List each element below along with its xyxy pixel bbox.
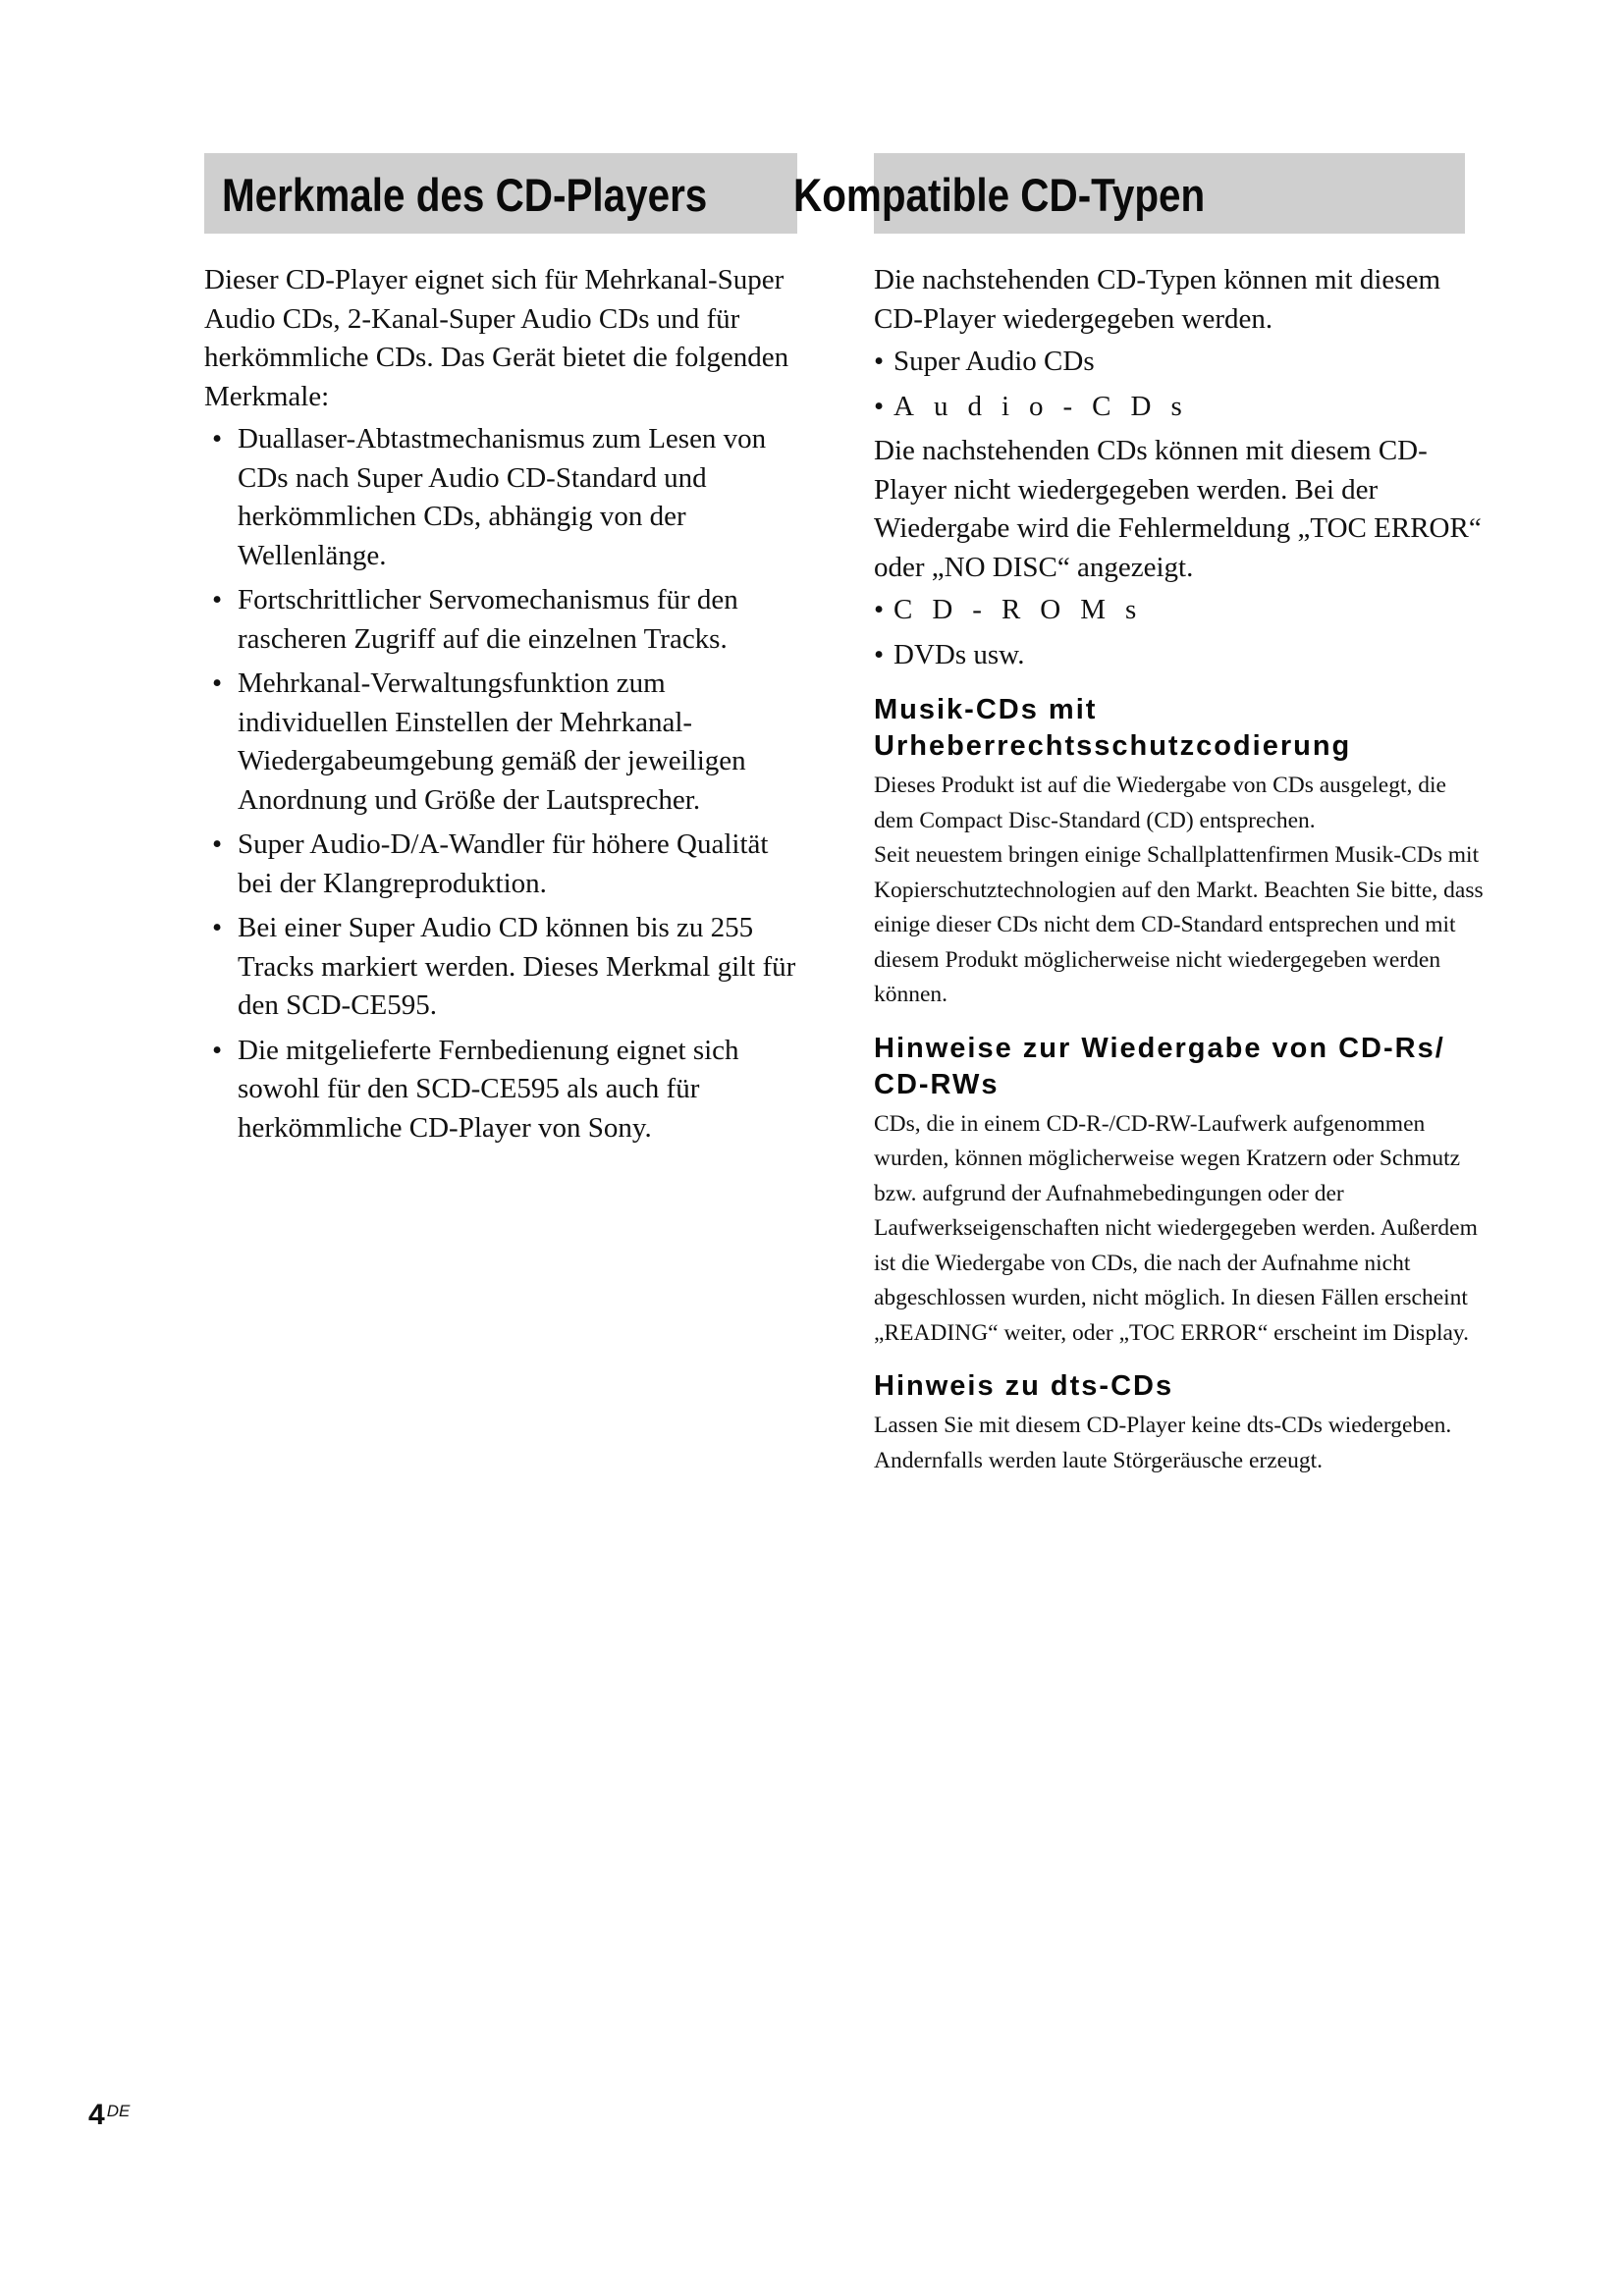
cdr-cdrw-paragraph: CDs, die in einem CD-R-/CD-RW-Laufwerk aufgenommen wurden, können möglicherweise wegen Kratzern oder Schmutz bzw. aufgrund der Aufnahmebedingungen oder der Laufwerkseigenschaften nicht wiedergegeben werden. Außerdem ist die Wiedergabe von CDs, die nach der Aufnahme nicht abgeschlossen wurden, nicht möglich. In diesen Fällen erscheint „READING“ weiter, oder „TOC ERROR“ erscheint im Display.	[874, 1110, 1478, 1346]
bullet-icon: •	[874, 390, 885, 422]
list-item	[874, 343, 1485, 382]
compatible-intro: Die nachstehenden CD-Typen können mit diesem CD-Player wiedergegeben werden.	[874, 264, 1441, 335]
bullet-icon: •	[212, 423, 223, 454]
list-item-text: Super Audio CDs	[893, 346, 1095, 377]
page-number-value: 4	[88, 2099, 105, 2131]
list-item	[204, 1032, 809, 1148]
features-list	[204, 420, 809, 1148]
list-item	[204, 665, 809, 820]
subheading-dts-cds: Hinweis zu dts-CDs	[874, 1370, 1174, 1402]
list-item-text: DVDs usw.	[893, 638, 1025, 670]
list-item	[874, 388, 1485, 427]
section-title-features: Merkmale des CD-Players	[222, 169, 708, 221]
language-code: DE	[106, 2102, 131, 2120]
bullet-icon: •	[212, 1034, 223, 1066]
list-item-text: Bei einer Super Audio CD können bis zu 255 Tracks markiert werden. Dieses Merkmal gilt für den SCD-CE595.	[238, 912, 796, 1021]
bullet-icon: •	[212, 667, 223, 699]
not-playable-intro: Die nachstehenden CDs können mit diesem CD-Player nicht wiedergegeben werden. Bei der Wiedergabe wird die Fehlermeldung „TOC ERROR“ oder „NO DISC“ angezeigt.	[874, 435, 1482, 583]
list-item	[874, 636, 1485, 675]
list-item-text: Fortschrittlicher Servomechanismus für den rascheren Zugriff auf die einzelnen Tracks.	[238, 584, 738, 655]
list-item-text: Mehrkanal-Verwaltungsfunktion zum individuellen Einstellen der Mehrkanal-Wiedergabeumgebung gemäß der jeweiligen Anordnung und Größe der Lautsprecher.	[238, 667, 746, 816]
section-title-compatible-cd-types: Kompatible CD-Typen	[793, 169, 1206, 221]
subheading-copy-protected-cds: Musik-CDs mit Urheberrechtsschutzcodierung	[874, 694, 1352, 762]
subheading-cdr-cdrw: Hinweise zur Wiedergabe von CD-Rs/ CD-RWs	[874, 1032, 1445, 1100]
playable-list	[874, 343, 1485, 426]
copy-protected-paragraph-1: Dieses Produkt ist auf die Wiedergabe von CDs ausgelegt, die dem Compact Disc-Standard (CD) entsprechen.	[874, 773, 1446, 833]
features-intro: Dieser CD-Player eignet sich für Mehrkanal-Super Audio CDs, 2-Kanal-Super Audio CDs und für herkömmliche CDs. Das Gerät bietet die folgenden Merkmale:	[204, 264, 789, 412]
copy-protected-paragraph-2: Seit neuestem bringen einige Schallplattenfirmen Musik-CDs mit Kopierschutztechnologien auf den Markt. Beachten Sie bitte, dass einige dieser CDs nicht dem CD-Standard entsprechen und mit diesem Produkt möglicherweise nicht wiedergegeben werden können.	[874, 842, 1484, 1007]
bullet-icon: •	[212, 584, 223, 615]
bullet-icon: •	[212, 912, 223, 943]
bullet-icon: •	[874, 638, 885, 670]
list-item-text: Super Audio-D/A-Wandler für höhere Qualität bei der Klangreproduktion.	[238, 828, 769, 899]
bullet-icon: •	[212, 828, 223, 860]
left-column	[204, 261, 809, 1153]
list-item	[204, 420, 809, 575]
list-item-text: Duallaser-Abtastmechanismus zum Lesen von CDs nach Super Audio CD-Standard und herkömmlichen CDs, abhängig von der Wellenlänge.	[238, 423, 767, 571]
list-item-text: Audio-CDs	[893, 390, 1202, 422]
page-number	[88, 2099, 130, 2132]
list-item-text: CD-ROMs	[893, 594, 1157, 625]
not-playable-list	[874, 591, 1485, 674]
bullet-icon: •	[874, 594, 885, 625]
dts-cds-paragraph: Lassen Sie mit diesem CD-Player keine dts-CDs wiedergeben. Andernfalls werden laute Störgeräusche erzeugt.	[874, 1413, 1452, 1473]
list-item	[204, 581, 809, 659]
list-item	[204, 826, 809, 903]
list-item	[874, 591, 1485, 630]
list-item-text: Die mitgelieferte Fernbedienung eignet sich sowohl für den SCD-CE595 als auch für herkömmliche CD-Player von Sony.	[238, 1034, 739, 1144]
list-item	[204, 909, 809, 1026]
right-column	[874, 261, 1485, 1478]
bullet-icon: •	[874, 346, 885, 377]
